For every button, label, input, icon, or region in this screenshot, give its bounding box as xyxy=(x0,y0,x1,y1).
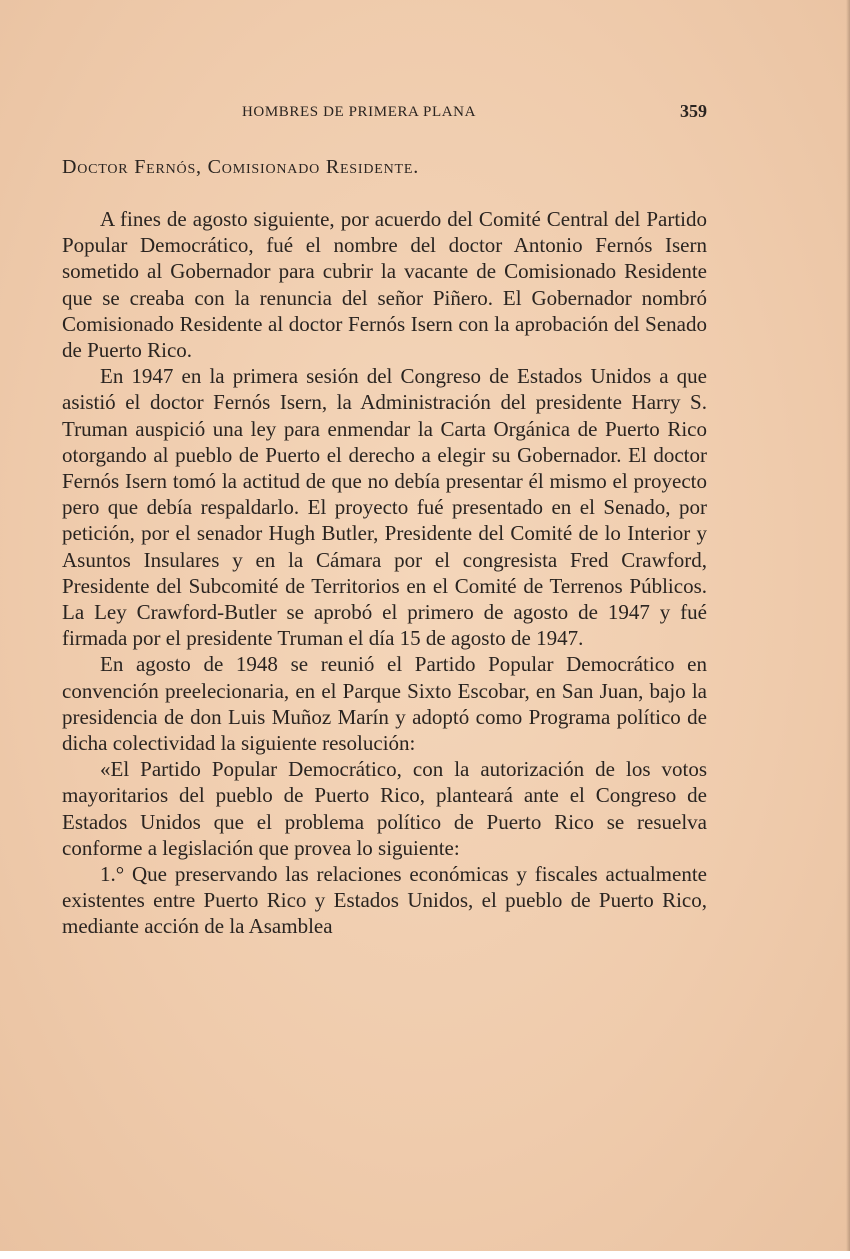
running-header xyxy=(62,101,707,125)
paragraph-2: En 1947 en la primera sesión del Congreso de Estados Unidos a que asistió el doctor Fernós Isern, la Administración del presidente Harry S. Truman auspició una ley para enmendar la Carta Orgánica de Puerto Rico otorgando al pueblo de Puerto el derecho a elegir su Gobernador. El doctor Fernós Isern tomó la actitud de que no debía presentar él mismo el proyecto pero que debía respaldarlo. El proyecto fué presentado en el Senado, por petición, por el senador Hugh Butler, Presidente del Comité de lo Interior y Asuntos Insulares y en la Cámara por el congresista Fred Crawford, Presidente del Subcomité de Territorios en el Comité de Terrenos Públicos. La Ley Crawford-Butler se aprobó el primero de agosto de 1947 y fué firmada por el presidente Truman el día 15 de agosto de 1947. xyxy=(62,364,707,651)
page-edge-shadow xyxy=(846,0,850,1259)
paragraph-1: A fines de agosto siguiente, por acuerdo del Comité Central del Partido Popular Democrático, fué el nombre del doctor Antonio Fernós Isern sometido al Gobernador para cubrir la vacante de Comisionado Residente que se creaba con la renuncia del señor Piñero. El Gobernador nombró Comisionado Residente al doctor Fernós Isern con la aprobación del Senado de Puerto Rico. xyxy=(62,207,707,363)
body-text xyxy=(62,206,707,940)
section-heading: Doctor Fernós, Comisionado Residente. xyxy=(62,156,420,178)
page-number: 359 xyxy=(680,101,707,121)
paragraph-4: «El Partido Popular Democrático, con la autorización de los votos mayoritarios del pueblo de Puerto Rico, planteará ante el Congreso de Estados Unidos que el problema político de Puerto Rico se resuelva conforme a legislación que provea lo siguiente: xyxy=(62,757,707,860)
paragraph-3: En agosto de 1948 se reunió el Partido Popular Democrático en convención preelecionaria, en el Parque Sixto Escobar, en San Juan, bajo la presidencia de don Luis Muñoz Marín y adoptó como Programa político de dicha colectividad la siguiente resolución: xyxy=(62,652,707,756)
running-title: HOMBRES DE PRIMERA PLANA xyxy=(242,104,477,120)
paragraph-5: 1.° Que preservando las relaciones económicas y fiscales actualmente existentes entre Puerto Rico y Estados Unidos, el pueblo de Puerto Rico, mediante acción de la Asamblea xyxy=(62,862,707,939)
scan-bottom-margin xyxy=(0,1251,850,1259)
